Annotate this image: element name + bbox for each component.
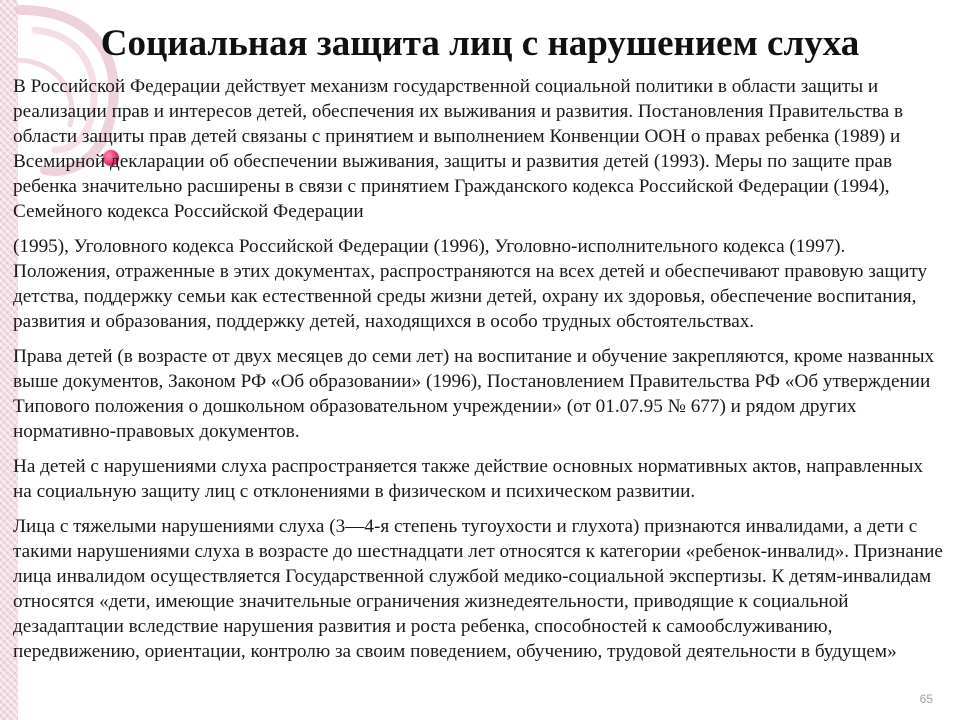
page-number: 65 [919, 692, 933, 706]
paragraph: (1995), Уголовного кодекса Российской Федерации (1996), Уголовно-исполнительного кодекса (1997). Положения, отраженные в этих документах, распространяются на всех детей и обеспечивают правовую защиту детства, поддержку семьи как естественной среды жизни детей, охрану их здоровья, обеспечение воспитания, развития и образования, поддержку детей, находящихся в особо трудных обстоятельствах. [13, 236, 928, 332]
paragraph: Лица с тяжелыми нарушениями слуха (3—4-я степень тугоухости и глухота) признаются инвалидами, а дети с такими нарушениями слуха в возрасте до шестнадцати лет относятся к категории «ребенок-инвалид». Признание лица инвалидом осуществляется Государственной службой медико-социальной экспертизы. К детям-инвалидам относятся «дети, имеющие значительные ограничения жизнедеятельности, приводящие к социальной дезадаптации вследствие нарушения развития и роста ребенка, способностей к самообслуживанию, передвижению, ориентации, контролю за своим поведением, обучению, трудовой деятельности в будущем» [13, 516, 943, 662]
paragraph: В Российской Федерации действует механизм государственной социальной политики в области защиты и реализации прав и интересов детей, обеспечения их выживания и развития. Постановления Правительства в области защиты прав детей связаны с принятием и выполнением Конвенции ООН о правах ребенка (1989) и Всемирной декларации об обеспечении выживания, защиты и развития детей (1993). Меры по защите прав ребенка значительно расширены в связи с принятием Гражданского кодекса Российской Федерации (1994), Семейного кодекса Российской Федерации [13, 76, 904, 222]
slide-body [13, 74, 943, 674]
paragraph: Права детей (в возрасте от двух месяцев до семи лет) на воспитание и обучение закрепляются, кроме названных выше документов, Законом РФ «Об образовании» (1996), Постановлением Правительства РФ «Об утверждении Типового положения о дошкольном образовательном учреждении» (от 01.07.95 № 677) и рядом других нормативно-правовых документов. [13, 346, 935, 442]
slide-title: Социальная защита лиц с нарушением слуха [100, 23, 860, 64]
paragraph: На детей с нарушениями слуха распространяется также действие основных нормативных актов, направленных на социальную защиту лиц с отклонениями в физическом и психическом развитии. [13, 456, 924, 502]
